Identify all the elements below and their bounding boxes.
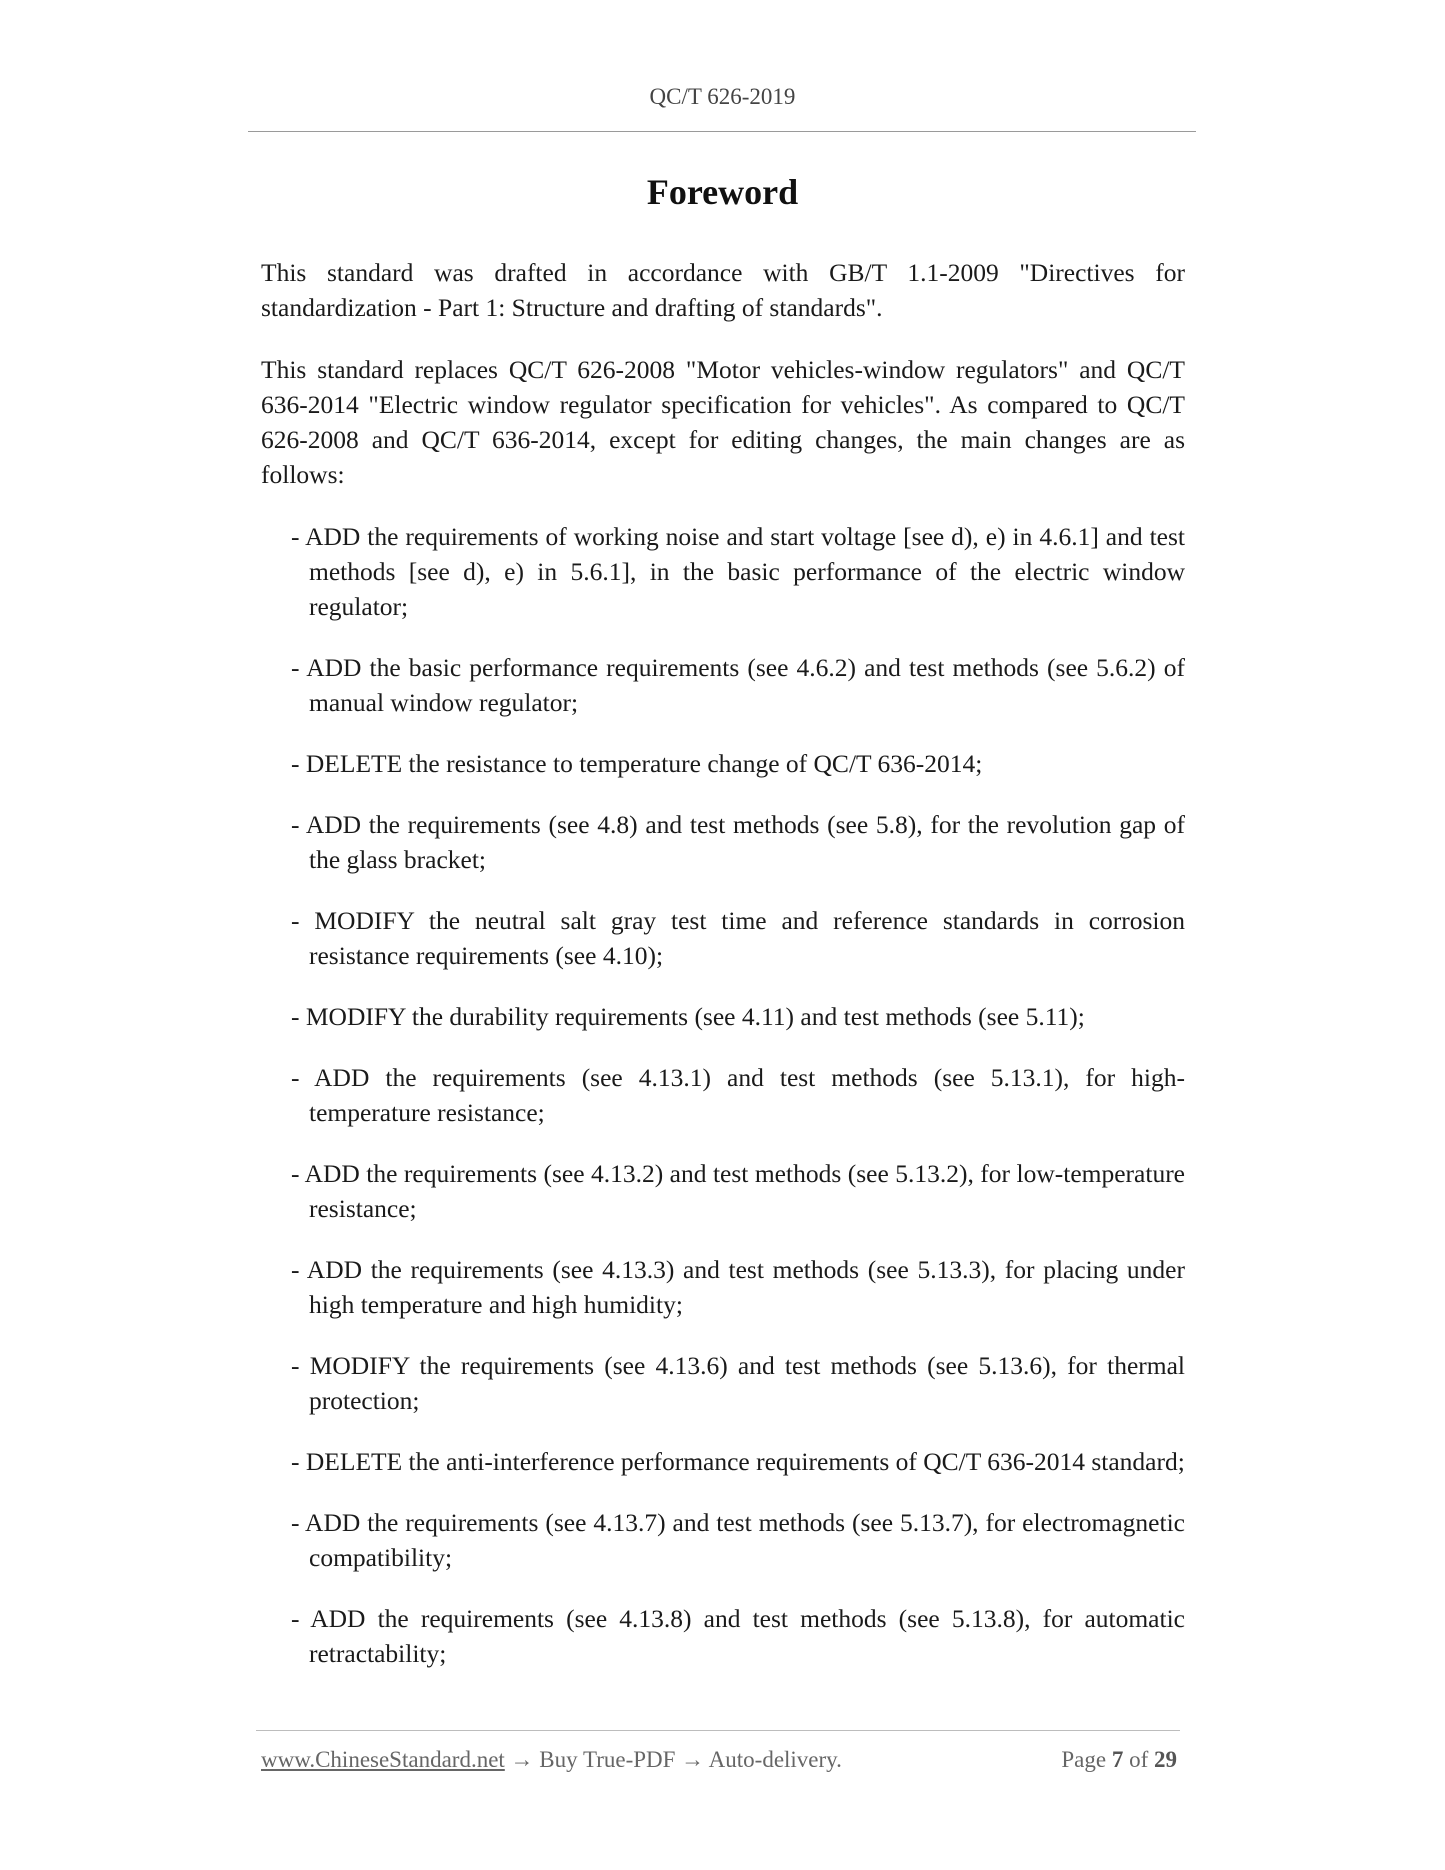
list-bullet: - [291,653,300,682]
list-bullet: - [291,1508,300,1537]
intro-paragraph: This standard was drafted in accordance with GB/T 1.1-2009 "Directives for standardization - Part 1: Structure and drafting of standards". [261,258,1185,322]
list-bullet: - [291,1002,300,1031]
list-item-text: ADD the basic performance requirements (see 4.6.2) and test methods (see 5.6.2) of manual window regulator; [306,653,1185,717]
list-bullet: - [291,1159,300,1188]
list-item-text: DELETE the resistance to temperature change of QC/T 636-2014; [305,749,983,778]
list-item [291,999,1185,1034]
page-label: Page [1061,1747,1107,1772]
page-of-label: of [1129,1747,1149,1772]
list-item [291,1601,1185,1671]
list-item [291,903,1185,973]
footer-purchase-text: → Buy True-PDF → Auto-delivery. [504,1747,842,1772]
list-bullet: - [291,1604,300,1633]
list-item [291,1348,1185,1418]
list-bullet: - [291,1447,300,1476]
list-item [291,1060,1185,1130]
footer-promo [261,1747,842,1773]
list-bullet: - [291,906,300,935]
list-item [291,1252,1185,1322]
changes-list [261,519,1185,1671]
list-bullet: - [291,749,300,778]
list-item-text: ADD the requirements (see 4.13.7) and test methods (see 5.13.7), for electromagnetic compatibility; [305,1508,1185,1572]
list-item [291,519,1185,624]
website-link[interactable]: www.ChineseStandard.net [261,1747,505,1772]
list-item-text: ADD the requirements (see 4.8) and test methods (see 5.8), for the revolution gap of the glass bracket; [305,810,1185,874]
list-item [291,807,1185,877]
list-bullet: - [291,1063,300,1092]
page-total: 29 [1154,1747,1177,1772]
list-item-text: MODIFY the requirements (see 4.13.6) and test methods (see 5.13.6), for thermal protection; [309,1351,1185,1415]
list-item-text: ADD the requirements (see 4.13.3) and test methods (see 5.13.3), for placing under high temperature and high humidity; [306,1255,1185,1319]
list-item [291,1444,1185,1479]
document-body [261,255,1185,1697]
list-bullet: - [291,522,300,551]
list-item [291,1505,1185,1575]
list-bullet: - [291,810,300,839]
document-code-header: QC/T 626-2019 [649,84,796,109]
list-bullet: - [291,1351,300,1380]
list-item-text: MODIFY the neutral salt gray test time and reference standards in corrosion resistance requirements (see 4.10); [309,906,1186,970]
page-number [1061,1747,1177,1773]
list-item-text: ADD the requirements (see 4.13.1) and test methods (see 5.13.1), for high-temperature resistance; [309,1063,1186,1127]
header-divider [248,131,1196,132]
list-item [291,746,1185,781]
list-bullet: - [291,1255,300,1284]
list-item-text: ADD the requirements of working noise and start voltage [see d), e) in 4.6.1] and test methods [see d), e) in 5.6.1], in the basic performance of the electric window regulator; [305,522,1186,621]
list-item-text: ADD the requirements (see 4.13.8) and test methods (see 5.13.8), for automatic retractability; [309,1604,1185,1668]
list-item-text: ADD the requirements (see 4.13.2) and test methods (see 5.13.2), for low-temperature resistance; [304,1159,1185,1223]
page-current: 7 [1111,1747,1124,1772]
list-item [291,1156,1185,1226]
replacement-paragraph: This standard replaces QC/T 626-2008 "Motor vehicles-window regulators" and QC/T 636-2014 "Electric window regulator specification for vehicles". As compared to QC/T 626-2008 and QC/T 636-2014, except for editing changes, the main changes are as follows: [261,355,1185,489]
footer-divider [256,1730,1180,1731]
list-item [291,650,1185,720]
page-title: Foreword [646,172,799,212]
list-item-text: DELETE the anti-interference performance requirements of QC/T 636-2014 standard; [305,1447,1185,1476]
list-item-text: MODIFY the durability requirements (see 4.11) and test methods (see 5.11); [305,1002,1085,1031]
